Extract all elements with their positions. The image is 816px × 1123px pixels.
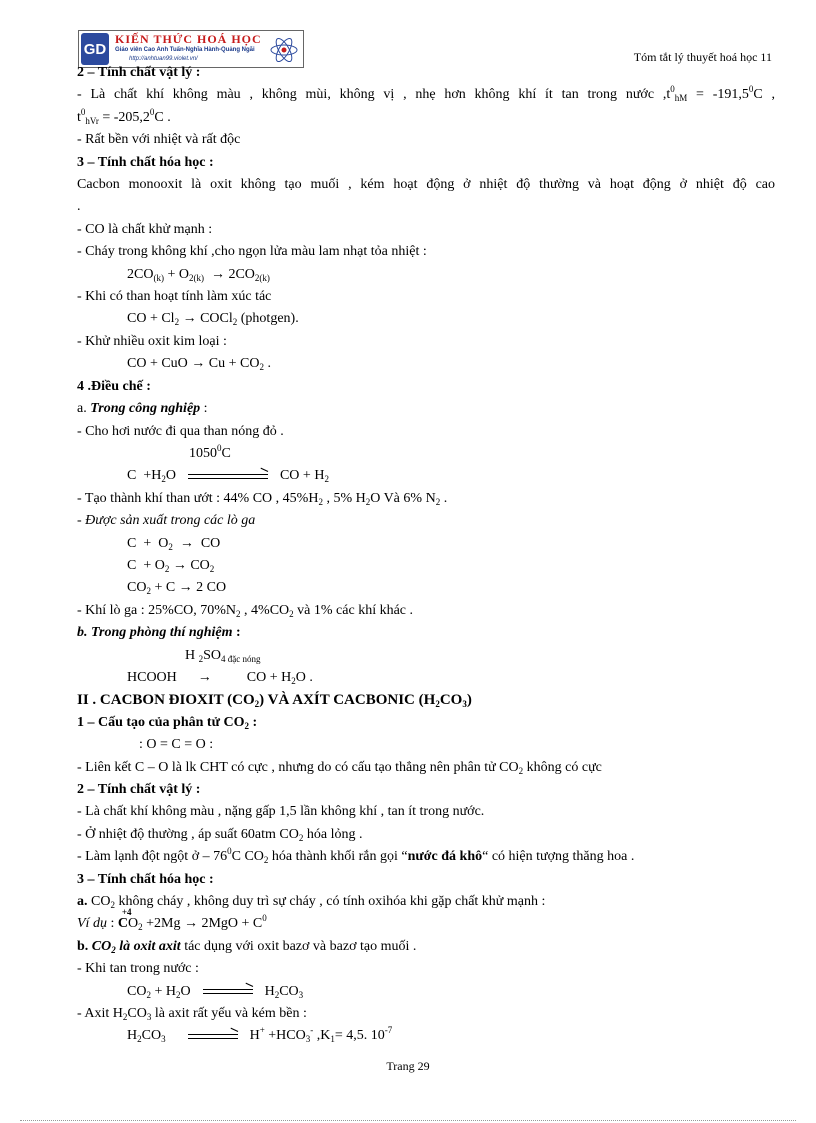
page-number: Trang 29 xyxy=(386,1059,430,1073)
logo-mark: GD xyxy=(81,33,109,65)
document-body xyxy=(77,62,775,1048)
text-line: - Cháy trong không khí ,cho ngọn lửa màu lam nhạt tỏa nhiệt : xyxy=(77,244,427,260)
equation: $H_2CO_3$ $H^+ +HCO_3^-$ $,K_1= 4,5$. $10^{-7}$ xyxy=(127,1025,393,1045)
equation: $2CO_{(k)} + O_{2(k)} \to 2CO_{2(k)}$ xyxy=(127,266,270,283)
section-heading: 3 – Tính chất hóa học : xyxy=(77,871,214,887)
text-line: - Được sản xuất trong các lò ga xyxy=(77,513,256,529)
text-line: $t^0_{hVr} = -205,2^0C$ . xyxy=(77,106,171,126)
example-line: Ví dụ : +4 $CO_2 +2Mg \to 2MgO + C^0$ xyxy=(77,907,267,933)
subsection-heading: b. Trong phòng thí nghiệm : xyxy=(77,625,241,641)
section-heading: 2 – Tính chất vật lý : xyxy=(77,65,201,80)
equation: $C + O_2$ → CO xyxy=(127,535,221,552)
section-heading: 4 .Điều chế : xyxy=(77,378,151,394)
text-line: - Tạo thành khí than ướt : 44% CO , $45\%H_2$ , 5% $H_2O$ Và 6% $N_2$ . xyxy=(77,490,448,507)
text-line: - Cho hơi nước đi qua than nóng đỏ . xyxy=(77,423,284,439)
logo-url: http://anhtuan99.violet.vn/ xyxy=(129,56,198,62)
reaction-condition: H $_2SO_{4 đặc nóng}$ xyxy=(185,647,261,664)
logo-title: KIẾN THỨC HOÁ HỌC xyxy=(115,32,262,46)
subsection-heading: a. Trong công nghiệp : xyxy=(77,401,208,417)
text-line: - Liên kết C – O là lk CHT có cực , nhưng do có cấu tạo thẳng nên phân tử $CO_2$ không có cực xyxy=(77,759,602,776)
section-heading: 1 – Cấu tạo của phân tử $CO_2$ : xyxy=(77,714,258,731)
text-line: - Ở nhiệt độ thường , áp suất 60atm $CO_2$ hóa lỏng . xyxy=(77,826,363,843)
text-line: - Khử nhiều oxit kim loại : xyxy=(77,333,227,349)
equation: $C + O_2 \to CO_2$ xyxy=(127,557,215,574)
text-line: - Khi có than hoạt tính làm xúc tác xyxy=(77,289,272,305)
atom-icon xyxy=(269,35,299,65)
equation: $C +H_2O$ CO + $H_2$ xyxy=(127,468,329,485)
text-line: - Là chất khí không màu , không mùi, không vị , nhẹ hơn không khí ít tan trong nước $,t^0_{hM} = -191,5^0C$ , xyxy=(77,84,776,104)
document-header-title: Tóm tắt lý thuyết hoá học 11 xyxy=(633,50,772,64)
text-line: Cacbon monooxit là oxit không tạo muối , kém hoạt động ở nhiệt độ thường và hoạt động ở nhiệt độ cao xyxy=(77,177,775,193)
page-bottom-border xyxy=(20,1120,796,1121)
section-heading: 2 – Tính chất vật lý : xyxy=(77,782,201,797)
equation: $CO_2 + C \to 2$ CO xyxy=(127,580,227,597)
text-line: a. $CO_2$ không cháy , không duy trì sự cháy , có tính oxihóa khi gặp chất khử mạnh : xyxy=(77,894,546,911)
equation: $CO_2 + H_2O$ $H_2CO_3$ xyxy=(127,983,304,1000)
reaction-condition: 1050$^0$C xyxy=(189,442,231,461)
text-line: . xyxy=(77,199,81,215)
logo-subtitle: Giáo viên Cao Anh Tuấn-Nghĩa Hành-Quảng Ngãi xyxy=(115,47,255,53)
equation: CO + CuO → $Cu + CO_2$ . xyxy=(127,356,271,373)
text-line: b. $CO_2$ là oxit axit tác dụng với oxit bazơ và bazơ tạo muối . xyxy=(77,938,417,955)
text-line: - Rất bền với nhiệt và rất độc xyxy=(77,132,241,148)
equation: HCOOH → CO + $H_2O$ . xyxy=(127,669,313,686)
section-heading: 3 – Tính chất hóa học : xyxy=(77,154,214,170)
text-line: - CO là chất khử mạnh : xyxy=(77,221,213,237)
text-line: - Khi tan trong nước : xyxy=(77,961,199,977)
text-line: - Axit $H_2CO_3$ là axit rất yếu và kém bền : xyxy=(77,1006,307,1023)
structure-formula: : O = C = O : xyxy=(139,737,214,753)
text-line: - Là chất khí không màu , nặng gấp 1,5 lần không khí , tan ít trong nước. xyxy=(77,804,485,820)
text-line: - Làm lạnh đột ngột ở – $76^0C$ $CO_2$ hóa thành khối rắn gọi “nước đá khô“ có hiện tượng thăng hoa . xyxy=(77,846,635,866)
equation: CO + $Cl_2$ → COCl$_2$ (photgen). xyxy=(127,311,299,328)
chapter-heading: II . CACBON ĐIOXIT $(CO_2)$ VÀ AXÍT CACBONIC $(H_2CO_3)$ xyxy=(77,692,472,710)
text-line: - Khí lò ga : 25%CO, $70\%N_2$ , $4\%CO_2$ và 1% các khí khác . xyxy=(77,602,414,619)
